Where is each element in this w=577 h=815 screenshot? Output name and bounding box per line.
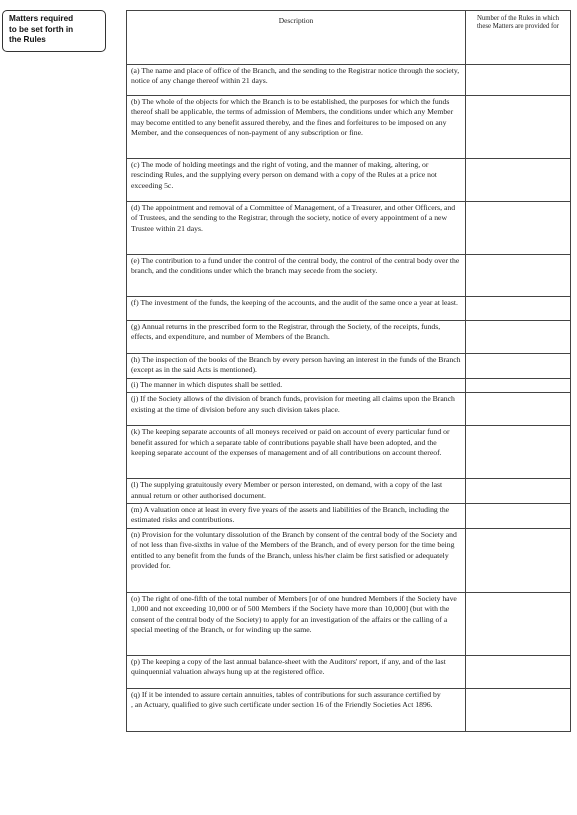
matters-required-label-line: Matters required: [9, 14, 74, 23]
table-row: [127, 378, 571, 392]
rule-number-cell: [466, 321, 571, 354]
rule-description-cell: (p) The keeping a copy of the last annual balance-sheet with the Auditors' report, if any, and of the last quinquennial valuation always hung up at the registered office.: [127, 655, 466, 688]
rule-description-cell: (c) The mode of holding meetings and the right of voting, and the manner of making, altering, or rescinding Rules, and the supplying every person on demand with a copy of the Rules at a price not exceeding 5c.: [127, 159, 466, 202]
table-row: [127, 528, 571, 592]
rule-number-cell: [466, 592, 571, 655]
rule-description-cell: (f) The investment of the funds, the keeping of the accounts, and the audit of the same once a year at least.: [127, 297, 466, 321]
rule-description-cell: (q) If it be intended to assure certain annuities, tables of contributions for such assurance certified by , an Actuary, qualified to give such certificate under section 16 of the Friendly Societies Act 1896.: [127, 688, 466, 731]
rule-number-cell: [466, 255, 571, 297]
rule-description-cell: (e) The contribution to a fund under the control of the central body, the control of the central body over the branch, and the conditions under which the branch may secede from the society.: [127, 255, 466, 297]
rule-number-cell: [466, 159, 571, 202]
table-row: [127, 297, 571, 321]
table-row: [127, 321, 571, 354]
rule-number-column-header: Number of the Rules in which these Matters are provided for: [466, 11, 571, 65]
rule-description-cell: (i) The manner in which disputes shall be settled.: [127, 378, 466, 392]
table-row: [127, 159, 571, 202]
table-row: [127, 592, 571, 655]
rule-number-cell: [466, 378, 571, 392]
table-row: [127, 688, 571, 731]
rule-number-cell: [466, 479, 571, 504]
table-row: [127, 96, 571, 159]
matters-required-label: [2, 10, 106, 52]
rule-description-cell: (k) The keeping separate accounts of all moneys received or paid on account of every particular fund or benefit assured for which a separate table of contributions payable shall have been adopted, and the keeping separate account of the expenses of management and of all contributions on account thereof.: [127, 426, 466, 479]
table-row: [127, 479, 571, 504]
description-column-header: Description: [127, 11, 466, 65]
rule-description-cell: (m) A valuation once at least in every five years of the assets and liabilities of the Branch, including the estimated risks and contributions.: [127, 504, 466, 529]
rule-number-cell: [466, 426, 571, 479]
table-row: [127, 202, 571, 255]
table-row: [127, 504, 571, 529]
rule-number-cell: [466, 528, 571, 592]
rule-description-cell: (g) Annual returns in the prescribed form to the Registrar, through the Society, of the receipts, funds, effects, and expenditure, and number of Members of the Branch.: [127, 321, 466, 354]
rule-number-cell: [466, 96, 571, 159]
rule-description-cell: (a) The name and place of office of the Branch, and the sending to the Registrar notice through the society, notice of any change thereof within 21 days.: [127, 65, 466, 96]
table-header-row: [127, 11, 571, 65]
rule-description-cell: (h) The inspection of the books of the Branch by every person having an interest in the funds of the Branch (except as in the said Acts is mentioned).: [127, 354, 466, 379]
table-row: [127, 426, 571, 479]
rule-number-cell: [466, 65, 571, 96]
rule-description-cell: (d) The appointment and removal of a Committee of Management, of a Treasurer, and other Officers, and of Trustees, and the sending to the Registrar, through the society, notice of every appointment of a new Trustee within 21 days.: [127, 202, 466, 255]
matters-required-label-line: the Rules: [9, 35, 46, 45]
rule-number-cell: [466, 202, 571, 255]
rule-number-cell: [466, 655, 571, 688]
rule-description-cell: (b) The whole of the objects for which the Branch is to be established, the purposes for which the funds thereof shall be applicable, the terms of admission of Members, the conditions under which any Member may become entitled to any benefit assured thereby, and the fines and forfeitures to be imposed on any Member, and the consequences of non-payment of any subscription or fine.: [127, 96, 466, 159]
rule-description-cell: (n) Provision for the voluntary dissolution of the Branch by consent of the central body of the Society and of not less than five-sixths in value of the Members of the Branch, and of every person for the time being entitled to any benefit from the funds of the Branch, unless his/her claim be first satisfied or adequately provided for.: [127, 528, 466, 592]
rule-number-cell: [466, 297, 571, 321]
matters-required-label-line: to be set forth in: [9, 24, 74, 34]
table-row: [127, 393, 571, 426]
rule-description-cell: (j) If the Society allows of the division of branch funds, provision for meeting all claims upon the Branch existing at the time of division before any such division takes place.: [127, 393, 466, 426]
rule-number-cell: [466, 393, 571, 426]
rule-number-cell: [466, 504, 571, 529]
table-row: [127, 354, 571, 379]
rules-table: [126, 10, 571, 732]
table-row: [127, 655, 571, 688]
table-row: [127, 255, 571, 297]
table-row: [127, 65, 571, 96]
rule-description-cell: (l) The supplying gratuitously every Member or person interested, on demand, with a copy of the last annual return or other authorised document.: [127, 479, 466, 504]
rule-number-cell: [466, 354, 571, 379]
rule-description-cell: (o) The right of one-fifth of the total number of Members [or of one hundred Members if the Society have 1,000 and not exceeding 10,000 or of 500 Members if the Society have more than 10,000] (but with the consent of the central body of the Society) to apply for an investigation of the affairs or the calling of a special meeting of the Branch, or for winding up the same.: [127, 592, 466, 655]
